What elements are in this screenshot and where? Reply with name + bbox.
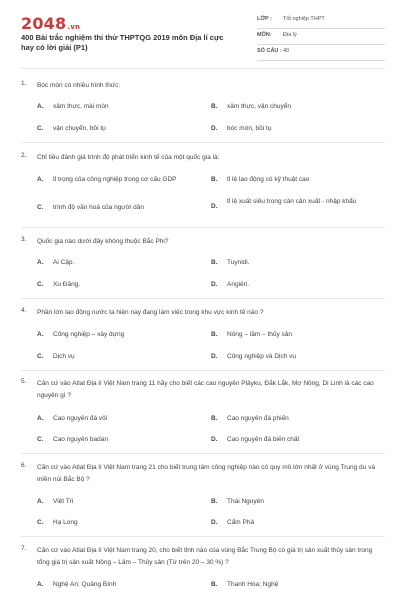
option-text: xâm thực, mài mòn [53, 103, 109, 110]
question-1 [21, 80, 385, 146]
meta-label: LỚP : [257, 16, 272, 22]
meta-value: 40 [283, 48, 290, 54]
meta-label: MÔN: [257, 32, 272, 38]
question-number: 2. [21, 152, 27, 159]
question-text: Căn cứ vào Atlat Địa lí Việt Nam trang 21 cho biết trung tâm công nghiệp nào có quy mô lớn nhất ở vùng Trung du và miền núi Bắc Bộ ? [37, 464, 375, 483]
question-text: Bóc mòn có nhiều hình thức: [37, 82, 121, 89]
meta-value: Địa lý [283, 32, 297, 38]
question-divider [21, 227, 385, 228]
option-letter: D. [211, 281, 218, 288]
option-letter: D. [211, 353, 218, 360]
option-letter: B. [211, 331, 218, 338]
option-text: Cao nguyên đá phiến [227, 415, 289, 422]
option-text: Hạ Long [53, 519, 78, 526]
document-title: 400 Bài trắc nghiệm thi thử THPTQG 2019 môn Địa lí cực hay có lời giải (P1) [21, 33, 224, 52]
question-text: Phần lớn lao động nước ta hiện nay đang làm việc trong khu vực kinh tế nào ? [37, 309, 264, 316]
header-divider [21, 68, 385, 69]
question-2 [21, 152, 385, 228]
option-letter: D. [211, 125, 218, 132]
option-text: tỉ lệ xuất siêu trong cán cân xuất - nhập khẩu [227, 198, 357, 205]
option-letter: D. [211, 436, 218, 443]
option-text: vận chuyển, bồi tụ [53, 125, 106, 132]
question-divider [21, 536, 385, 537]
question-number: 3. [21, 236, 27, 243]
option-text: Thanh Hóa; Nghệ [227, 581, 279, 588]
option-text: Angiêri. [227, 281, 250, 288]
option-text: Việt Trì [53, 498, 74, 505]
option-letter: B. [211, 415, 218, 422]
option-text: tỉ lệ lao động có kỹ thuật cao [227, 176, 310, 183]
option-text: Công nghiệp và Dịch vụ [227, 353, 297, 360]
question-4 [21, 307, 385, 373]
question-number: 5. [21, 378, 27, 385]
question-number: 7. [21, 545, 27, 552]
option-letter: B. [211, 498, 218, 505]
option-letter: A. [37, 103, 44, 110]
question-divider [21, 142, 385, 143]
question-text: Căn cứ vào Atlat Địa lí Việt Nam trang 11 hãy cho biết các cao nguyên Plâyku, Đắk Lắk, Mơ Nông, Di Linh là các cao nguyên gì ? [37, 380, 374, 399]
option-text: Công nghiệp – xây dựng [53, 331, 125, 338]
option-text: Xu Đăng. [53, 281, 81, 288]
logo-main: 2048 [21, 14, 67, 33]
option-letter: C. [37, 353, 44, 360]
question-5 [21, 378, 385, 454]
option-letter: A. [37, 259, 44, 266]
option-text: Ai Cập. [53, 259, 75, 266]
question-number: 4. [21, 307, 27, 314]
document-header [0, 0, 400, 70]
meta-label: SỐ CÂU : [257, 48, 282, 54]
question-3 [21, 236, 385, 302]
question-text: Căn cứ vào Atlat Địa lí Việt Nam trang 20, cho biết tỉnh nào của vùng Bắc Trung Bộ có giá trị sản xuất thủy sản trong tổng giá trị sản xuất Nông – Lâm – Thủy sản (Từ trên 20 – 30 %) ? [37, 547, 373, 566]
meta-table [257, 13, 385, 61]
question-text: Quốc gia nào dưới đây không thuộc Bắc Phi? [37, 238, 169, 245]
question-number: 1. [21, 80, 27, 87]
question-number: 6. [21, 462, 27, 469]
option-text: Dịch vụ [53, 353, 75, 360]
option-text: Cao nguyên đá biến chất [227, 436, 300, 443]
option-text: Nông – lâm – thủy sản [227, 331, 293, 338]
option-text: bóc mòn, bồi tụ [227, 125, 272, 132]
meta-row-class [257, 13, 385, 29]
option-text: Cao nguyên đá vôi [53, 415, 108, 422]
question-divider [21, 298, 385, 299]
option-letter: A. [37, 415, 44, 422]
meta-row-subject [257, 29, 385, 45]
option-text: Nghệ An; Quảng Bình [53, 581, 117, 588]
option-text: tỉ trọng của công nghiệp trong cơ cấu GDP [53, 176, 177, 183]
option-text: xâm thực, vận chuyển [227, 103, 291, 110]
option-text: Thái Nguyên [227, 498, 264, 505]
meta-value: Tốt nghiệp THPT [283, 16, 325, 22]
option-text: trình độ văn hoá của người dân [53, 204, 145, 211]
option-letter: D. [211, 519, 218, 526]
option-letter: C. [37, 519, 44, 526]
option-text: Cẩm Phả [227, 519, 255, 526]
option-letter: C. [37, 204, 44, 211]
option-letter: D. [211, 203, 218, 210]
option-letter: C. [37, 281, 44, 288]
option-text: Tuynidi. [227, 259, 250, 266]
option-letter: B. [211, 259, 218, 266]
option-letter: A. [37, 498, 44, 505]
option-letter: C. [37, 436, 44, 443]
meta-row-count [257, 45, 385, 61]
option-letter: A. [37, 331, 44, 338]
option-letter: B. [211, 103, 218, 110]
option-letter: B. [211, 581, 218, 588]
logo-suffix: .vn [67, 23, 81, 31]
question-text: Chỉ tiêu đánh giá trình độ phát triển kinh tế của một quốc gia là: [37, 154, 220, 161]
option-letter: C. [37, 125, 44, 132]
question-divider [21, 453, 385, 454]
option-letter: A. [37, 581, 44, 588]
question-6 [21, 462, 385, 538]
option-text: Cao nguyên badan [53, 436, 108, 443]
question-7 [21, 545, 385, 600]
option-letter: A. [37, 176, 44, 183]
option-letter: B. [211, 176, 218, 183]
question-divider [21, 370, 385, 371]
